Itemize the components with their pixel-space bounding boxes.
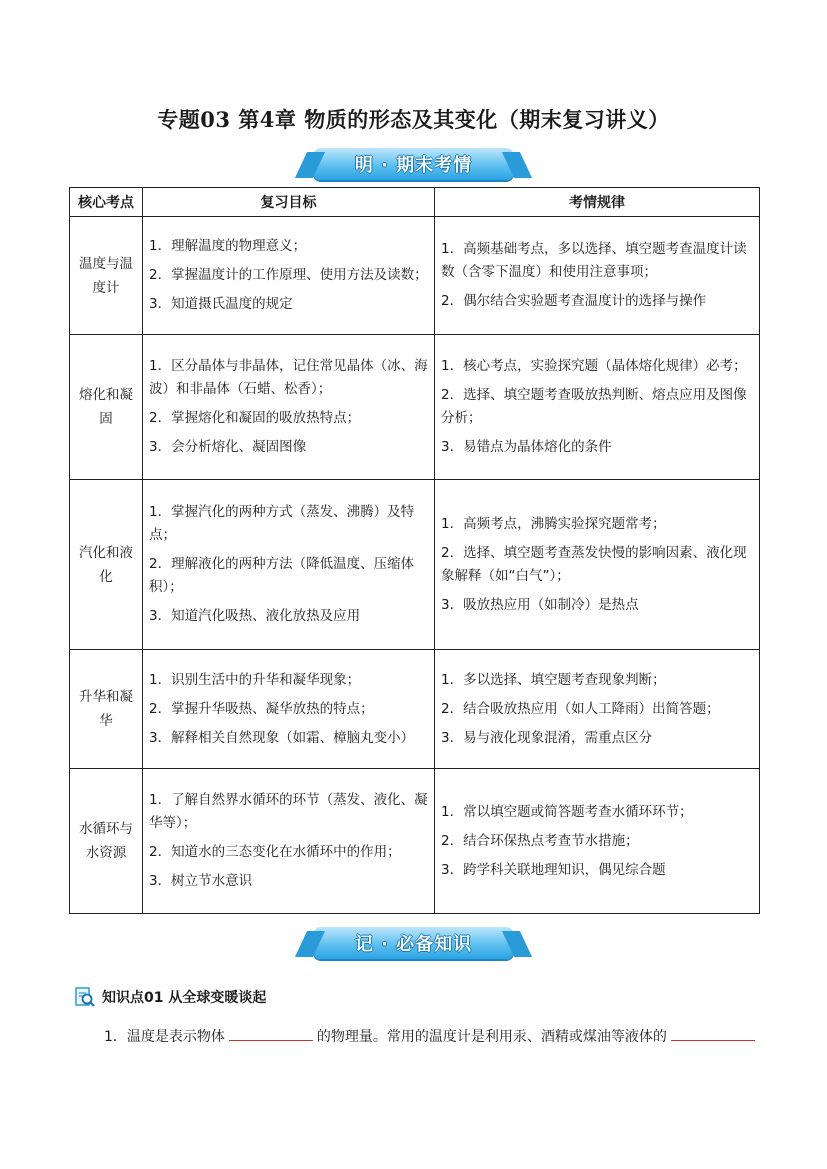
goals-line: 1．了解自然界水循环的环节（蒸发、液化、凝华等）；	[149, 792, 428, 831]
goals-line: 2．理解液化的两种方法（降低温度、压缩体积）；	[149, 556, 415, 595]
table-row	[70, 769, 760, 914]
goals-cell	[143, 480, 435, 650]
rules-cell	[435, 480, 760, 650]
question-text-2: 的物理量。常用的温度计是利用汞、酒精或煤油等液体的	[316, 1029, 667, 1045]
table-row	[70, 217, 760, 335]
table-row	[70, 480, 760, 650]
rules-line: 2．选择、填空题考查吸放热判断、熔点应用及图像分析；	[441, 387, 747, 426]
goals-cell	[143, 650, 435, 769]
goals-line: 1．区分晶体与非晶体，记住常见晶体（冰、海波）和非晶体（石蜡、松香）；	[149, 358, 428, 397]
goals-line: 2．掌握熔化和凝固的吸放热特点；	[149, 410, 361, 426]
banner-text: 记 · 必备知识	[354, 934, 473, 955]
rules-line: 2．选择、填空题考查蒸发快慢的影响因素、液化现象解释（如“白气”）；	[441, 544, 747, 584]
goals-cell	[143, 217, 435, 335]
rules-line: 1．高频考点，沸腾实验探究题常考；	[441, 515, 666, 532]
topic-cell: 水循环与水资源	[70, 769, 143, 914]
goals-line: 2．知道水的三态变化在水循环中的作用；	[149, 844, 401, 860]
banner-ribbon	[313, 148, 514, 180]
goals-line: 1．掌握汽化的两种方式（蒸发、沸腾）及特点；	[149, 504, 415, 543]
goals-line: 3．树立节水意识	[149, 873, 253, 889]
table-row	[70, 335, 760, 480]
question-1	[104, 1026, 759, 1046]
topic-cell: 汽化和液化	[70, 480, 143, 650]
banner-ribbon	[313, 927, 514, 959]
header-rules: 考情规律	[435, 188, 760, 217]
goals-line: 3．解释相关自然现象（如霜、樟脑丸变小）	[149, 729, 415, 746]
topic-cell: 熔化和凝固	[70, 335, 143, 480]
banner-exam-situation	[300, 145, 527, 183]
goals-line: 3．知道摄氏温度的规定	[149, 296, 293, 312]
rules-line: 3．易错点为晶体熔化的条件	[441, 439, 612, 455]
goals-line: 3．会分析熔化、凝固图像	[149, 439, 307, 455]
topic-cell: 升华和凝华	[70, 650, 143, 769]
banner-essential-knowledge	[300, 924, 527, 962]
rules-line: 1．常以填空题或简答题考查水循环环节；	[441, 803, 693, 820]
rules-line: 2．结合环保热点考查节水措施；	[441, 832, 639, 849]
topic-cell: 温度与温度计	[70, 217, 143, 335]
table-row	[70, 650, 760, 769]
rules-line: 3．吸放热应用（如制冷）是热点	[441, 596, 639, 613]
rules-line: 2．偶尔结合实验题考查温度计的选择与操作	[441, 293, 707, 309]
rules-line: 1．核心考点，实验探究题（晶体熔化规律）必考；	[441, 358, 747, 374]
table-header-row	[70, 188, 760, 217]
goals-cell	[143, 335, 435, 480]
page-title: 专题03 第4章 物质的形态及其变化（期末复习讲义）	[157, 107, 670, 132]
rules-line: 3．易与液化现象混淆，需重点区分	[441, 729, 653, 746]
rules-line: 3．跨学科关联地理知识，偶见综合题	[441, 861, 666, 878]
header-goals: 复习目标	[143, 188, 435, 217]
exam-table	[69, 187, 760, 914]
goals-line: 2．掌握升华吸热、凝华放热的特点；	[149, 700, 374, 717]
knowledge-point-label: 知识点01 从全球变暖谈起	[102, 990, 267, 1006]
header-topic: 核心考点	[70, 188, 143, 217]
rules-line: 2．结合吸放热应用（如人工降雨）出简答题；	[441, 700, 720, 717]
rules-cell	[435, 769, 760, 914]
rules-cell	[435, 217, 760, 335]
goals-line: 3．知道汽化吸热、液化放热及应用	[149, 608, 361, 624]
rules-cell	[435, 650, 760, 769]
goals-line: 1．识别生活中的升华和凝华现象；	[149, 671, 361, 688]
answer-blank-1[interactable]	[229, 1026, 313, 1041]
rules-line: 1．高频基础考点，多以选择、填空题考查温度计读数（含零下温度）和使用注意事项；	[441, 241, 747, 280]
rules-cell	[435, 335, 760, 480]
banner-text: 明 · 期末考情	[354, 155, 473, 176]
goals-line: 2．掌握温度计的工作原理、使用方法及读数；	[149, 267, 428, 283]
rules-line: 1．多以选择、填空题考查现象判断；	[441, 671, 666, 688]
question-text-1: 1．温度是表示物体	[104, 1029, 225, 1045]
knowledge-point-heading	[74, 986, 266, 1008]
answer-blank-2[interactable]	[671, 1026, 755, 1041]
goals-cell	[143, 769, 435, 914]
magnifier-document-icon	[74, 986, 96, 1008]
goals-line: 1．理解温度的物理意义；	[149, 238, 307, 254]
